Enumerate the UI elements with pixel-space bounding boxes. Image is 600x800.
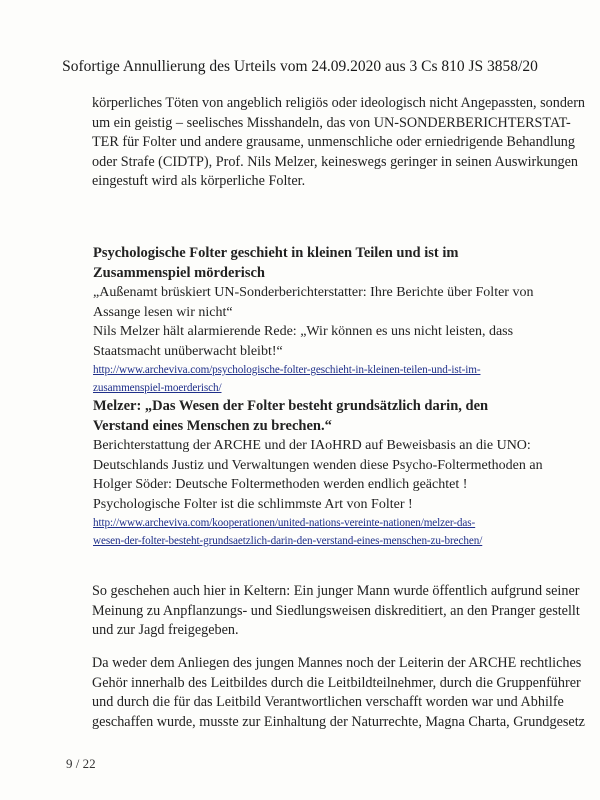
- block-text: Berichterstattung der ARCHE und der IAoHRD auf Beweisbasis an die UNO:: [93, 438, 531, 453]
- paragraph-keltern: [92, 582, 580, 641]
- quote-block-psychologische-folter: [93, 244, 533, 397]
- text-line: und zur Jagd freigegeben.: [92, 622, 239, 638]
- text-line: und durch die für das Leitbild Verantwortlichen verschafft worden war und Abhilfe: [92, 694, 564, 710]
- block-text: Nils Melzer hält alarmierende Rede: „Wir können es uns nicht leisten, dass: [93, 324, 514, 339]
- text-line: Meinung zu Anpflanzungs- und Siedlungsweisen diskreditiert, an den Pranger gestellt: [92, 602, 580, 619]
- page-header-title: Sofortige Annullierung des Urteils vom 24.09.2020 aus 3 Cs 810 JS 3858/20: [62, 58, 538, 75]
- block-text: Psychologische Folter ist die schlimmste Art von Folter !: [93, 496, 413, 512]
- text-line: So geschehen auch hier in Keltern: Ein junger Mann wurde öffentlich aufgrund seiner: [92, 583, 580, 599]
- paragraph-rechtliches-gehoer: [92, 654, 585, 732]
- text-line: körperliches Töten von angeblich religiös oder ideologisch nicht Angepassten, sondern: [92, 95, 586, 111]
- quote-block-melzer: [93, 397, 543, 550]
- source-link[interactable]: wesen-der-folter-besteht-grundsaetzlich-darin-den-verstand-eines-menschen-zu-brechen/: [93, 535, 483, 547]
- block-text: Deutschlands Justiz und Verwaltungen wenden diese Psycho-Foltermethoden an: [93, 457, 543, 473]
- block-heading: Zusammenspiel mörderisch: [93, 264, 265, 281]
- text-line: Gehör innerhalb des Leitbildes durch die Leitbildteilnehmer, durch die Gruppenführer: [92, 674, 581, 691]
- block-text: Assange lesen wir nicht“: [93, 304, 233, 320]
- block-heading: Psychologische Folter geschieht in kleinen Teilen und ist im: [93, 245, 459, 261]
- source-link[interactable]: http://www.archeviva.com/kooperationen/united-nations-vereinte-nationen/melzer-das-: [93, 517, 476, 529]
- text-line: geschaffen wurde, musste zur Einhaltung der Naturrechte, Magna Charta, Grundgesetz: [92, 713, 585, 730]
- block-heading: Melzer: „Das Wesen der Folter besteht grundsätzlich darin, den: [93, 398, 489, 414]
- block-text: Holger Söder: Deutsche Foltermethoden werden endlich geächtet !: [93, 477, 468, 492]
- text-line: eingestuft wird als körperliche Folter.: [92, 173, 306, 189]
- page-number: 9 / 22: [66, 756, 96, 771]
- paragraph-intro: [92, 94, 586, 192]
- text-line: oder Strafe (CIDTP), Prof. Nils Melzer, keineswegs geringer in seinen Auswirkungen: [92, 153, 579, 170]
- text-line: Da weder dem Anliegen des jungen Mannes noch der Leiterin der ARCHE rechtliches: [92, 655, 582, 671]
- source-link[interactable]: http://www.archeviva.com/psychologische-folter-geschieht-in-kleinen-teilen-und-ist-im-: [93, 364, 481, 376]
- text-line: um ein geistig – seelisches Misshandeln, das von UN-SONDERBERICHTERSTAT-: [92, 114, 571, 131]
- block-text: „Außenamt brüskiert UN-Sonderberichterstatter: Ihre Berichte über Folter von: [93, 285, 534, 300]
- text-line: TER für Folter und andere grausame, unmenschliche oder erniedrigende Behandlung: [92, 134, 575, 150]
- source-link[interactable]: zusammenspiel-moerderisch/: [93, 382, 222, 394]
- block-heading: Verstand eines Menschen zu brechen.“: [93, 417, 332, 434]
- block-text: Staatsmacht unüberwacht bleibt!“: [93, 343, 283, 359]
